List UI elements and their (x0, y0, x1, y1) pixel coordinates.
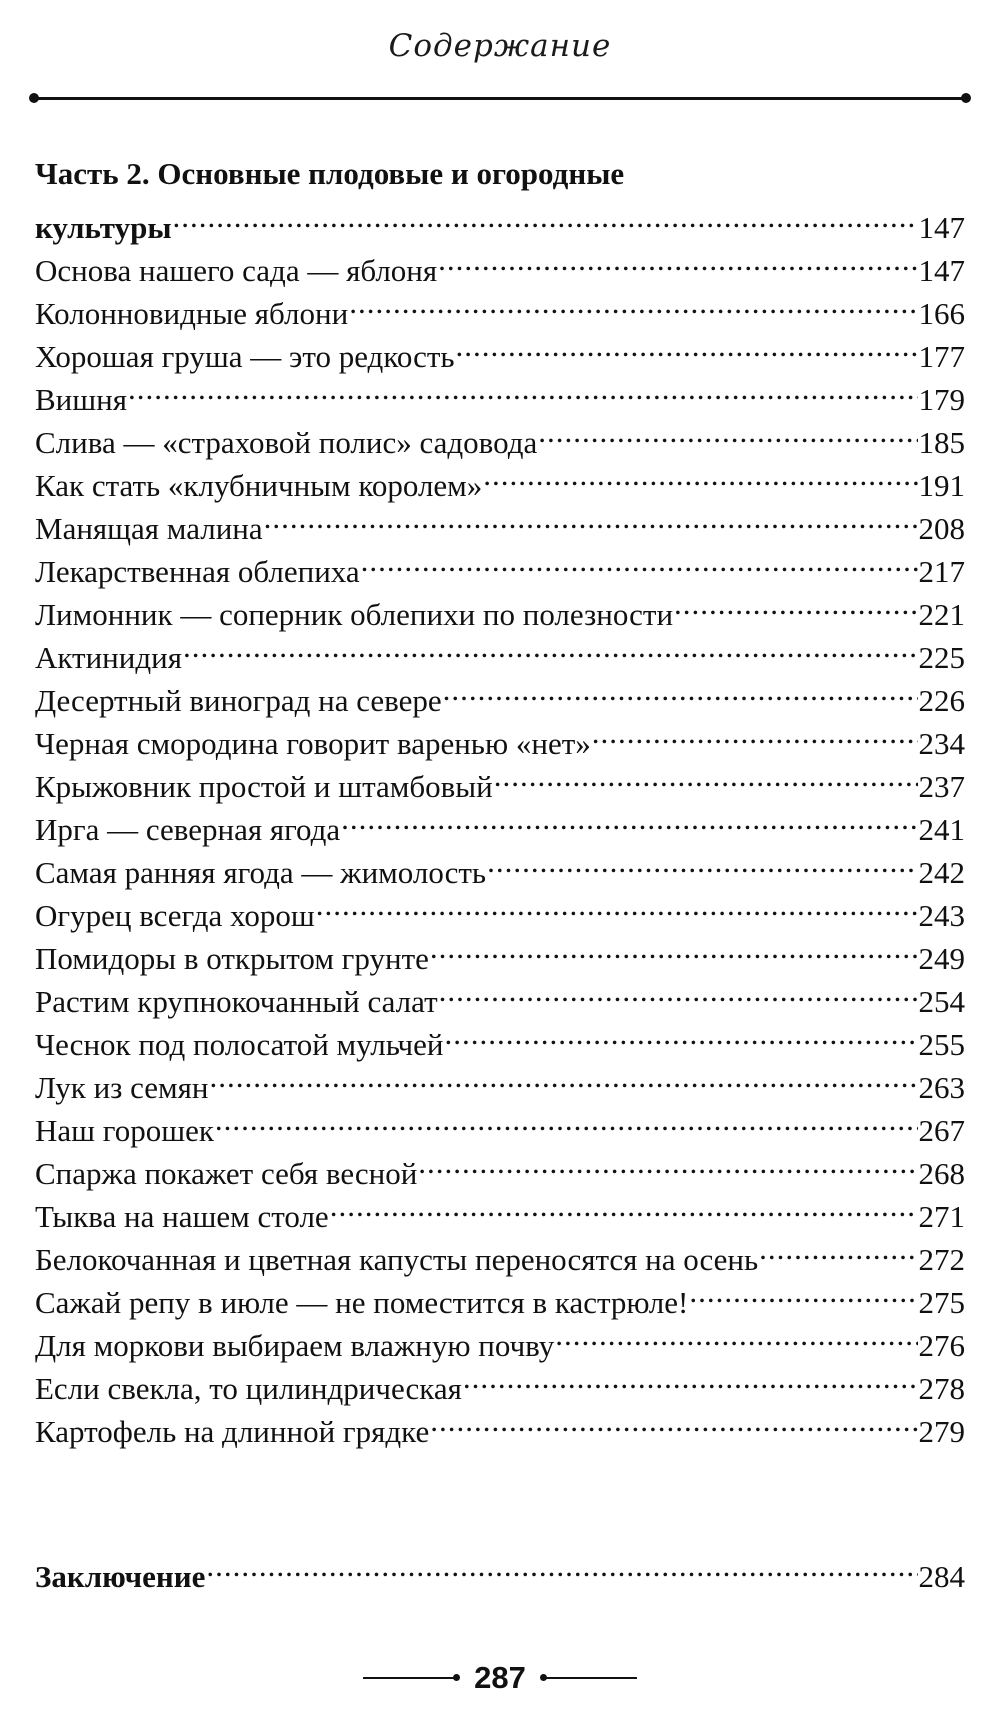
dot-leader (430, 926, 918, 969)
rule-dot-left (29, 93, 39, 103)
toc-entry-page: 179 (918, 382, 965, 417)
dot-leader (443, 668, 918, 711)
toc-entry-title: Самая ранняя ягода — жимолость (35, 855, 487, 890)
dot-leader (759, 1227, 917, 1270)
toc-entry-page: 271 (918, 1199, 965, 1234)
toc-entry-page: 185 (918, 425, 965, 460)
toc-entry-page: 268 (918, 1156, 965, 1191)
header-rule (35, 97, 965, 100)
toc-entry-page: 267 (918, 1113, 965, 1148)
toc-entry-title: Наш горошек (35, 1113, 214, 1148)
toc-entry-title: Спаржа покажет себя весной (35, 1156, 418, 1191)
toc-entry-title: Растим крупнокочанный салат (35, 984, 438, 1019)
toc-entry-page: 177 (918, 339, 965, 374)
dot-leader (456, 324, 918, 367)
footer-rule-left (363, 1677, 458, 1679)
dot-leader (361, 539, 918, 582)
dot-leader (439, 969, 918, 1012)
dot-leader (418, 1141, 917, 1184)
dot-leader (555, 1313, 917, 1356)
toc-entry-page: 225 (918, 640, 965, 675)
dot-leader (173, 195, 918, 238)
dot-leader (330, 1184, 918, 1227)
toc-entry-page: 166 (918, 296, 965, 331)
dot-leader (438, 238, 917, 281)
dot-leader (487, 840, 917, 883)
toc-entry-title: Колонновидные яблони (35, 296, 349, 331)
toc-entry-title: Вишня (35, 382, 127, 417)
footer-rule-right (542, 1677, 637, 1679)
toc-entry-page: 275 (918, 1285, 965, 1320)
toc-entry-title: Лекарственная облепиха (35, 554, 360, 589)
toc-entry-page: 243 (918, 898, 965, 933)
toc-entry[interactable] (35, 410, 965, 460)
toc-entry-page: 208 (918, 511, 965, 546)
toc-entry-title: Лук из семян (35, 1070, 209, 1105)
toc-entry-page: 221 (918, 597, 965, 632)
page-footer (0, 1660, 1000, 1696)
toc-entry-page: 241 (918, 812, 965, 847)
toc-entry-title: Чеснок под полосатой мульчей (35, 1027, 444, 1062)
toc-entry-page: 254 (918, 984, 965, 1019)
dot-leader (206, 1544, 917, 1587)
toc-entries (35, 238, 965, 1449)
dot-leader (494, 754, 918, 797)
toc-entry-page: 278 (918, 1371, 965, 1406)
conclusion-entry[interactable] (35, 1544, 965, 1594)
toc-entry-title: Для моркови выбираем влажную почву (35, 1328, 555, 1363)
toc-entry-page: 234 (918, 726, 965, 761)
toc-entry-page: 147 (918, 253, 965, 288)
toc-entry-title: Картофель на длинной грядке (35, 1414, 430, 1449)
conclusion-title: Заключение (35, 1559, 206, 1594)
toc-entry[interactable] (35, 367, 965, 417)
dot-leader (316, 883, 918, 926)
toc-entry-title: Как стать «клубничным королем» (35, 468, 483, 503)
dot-leader (483, 453, 917, 496)
toc-entry-title: Огурец всегда хорош (35, 898, 315, 933)
dot-leader (674, 582, 917, 625)
toc-entry-title: Белокочанная и цветная капусты переносятся на осень (35, 1242, 759, 1277)
toc-entry-title: Основа нашего сада — яблоня (35, 253, 438, 288)
toc-entry-title: Если свекла, то цилиндрическая (35, 1371, 462, 1406)
toc-entry-page: 279 (918, 1414, 965, 1449)
part-heading-line2[interactable] (35, 195, 965, 245)
toc-entry-page: 249 (918, 941, 965, 976)
part-heading-line1 (35, 152, 965, 195)
conclusion-page-number: 284 (918, 1559, 965, 1594)
dot-leader (215, 1098, 918, 1141)
toc-entry-title: Актинидия (35, 640, 182, 675)
table-of-contents (35, 152, 965, 1449)
toc-entry[interactable] (35, 238, 965, 288)
toc-entry-page: 272 (918, 1242, 965, 1277)
dot-leader (592, 711, 918, 754)
toc-entry-title: Тыква на нашем столе (35, 1199, 329, 1234)
part-page-number: 147 (918, 210, 965, 245)
toc-entry-page: 255 (918, 1027, 965, 1062)
dot-leader (128, 367, 918, 410)
dot-leader (689, 1270, 917, 1313)
toc-entry-title: Помидоры в открытом грунте (35, 941, 429, 976)
page-number: 287 (474, 1660, 526, 1695)
toc-entry-title: Лимонник — соперник облепихи по полезности (35, 597, 674, 632)
running-header: Содержание (388, 28, 612, 64)
dot-leader (445, 1012, 918, 1055)
part-heading-text: Часть 2. Основные плодовые и огородные (35, 156, 625, 191)
toc-entry-title: Хорошая груша — это редкость (35, 339, 455, 374)
dot-leader (349, 281, 917, 324)
toc-entry-title: Ирга — северная ягода (35, 812, 341, 847)
part-heading-continued: культуры (35, 210, 172, 245)
toc-entry-page: 276 (918, 1328, 965, 1363)
rule-dot-right (961, 93, 971, 103)
dot-leader (210, 1055, 918, 1098)
dot-leader (538, 410, 917, 453)
toc-entry-page: 191 (918, 468, 965, 503)
toc-entry-title: Манящая малина (35, 511, 263, 546)
toc-entry-page: 237 (918, 769, 965, 804)
dot-leader (341, 797, 917, 840)
toc-entry-title: Крыжовник простой и штамбовый (35, 769, 493, 804)
toc-entry-title: Слива — «страховой полис» садовода (35, 425, 538, 460)
dot-leader (264, 496, 918, 539)
toc-entry-page: 263 (918, 1070, 965, 1105)
conclusion-section (35, 1544, 965, 1594)
toc-entry-title: Десертный виноград на севере (35, 683, 442, 718)
dot-leader (183, 625, 918, 668)
dot-leader (430, 1399, 917, 1442)
toc-entry-title: Черная смородина говорит варенью «нет» (35, 726, 591, 761)
toc-entry-page: 226 (918, 683, 965, 718)
toc-entry-page: 217 (918, 554, 965, 589)
toc-entry-title: Сажай репу в июле — не поместится в кастрюле! (35, 1285, 689, 1320)
dot-leader (463, 1356, 918, 1399)
toc-entry-page: 242 (918, 855, 965, 890)
